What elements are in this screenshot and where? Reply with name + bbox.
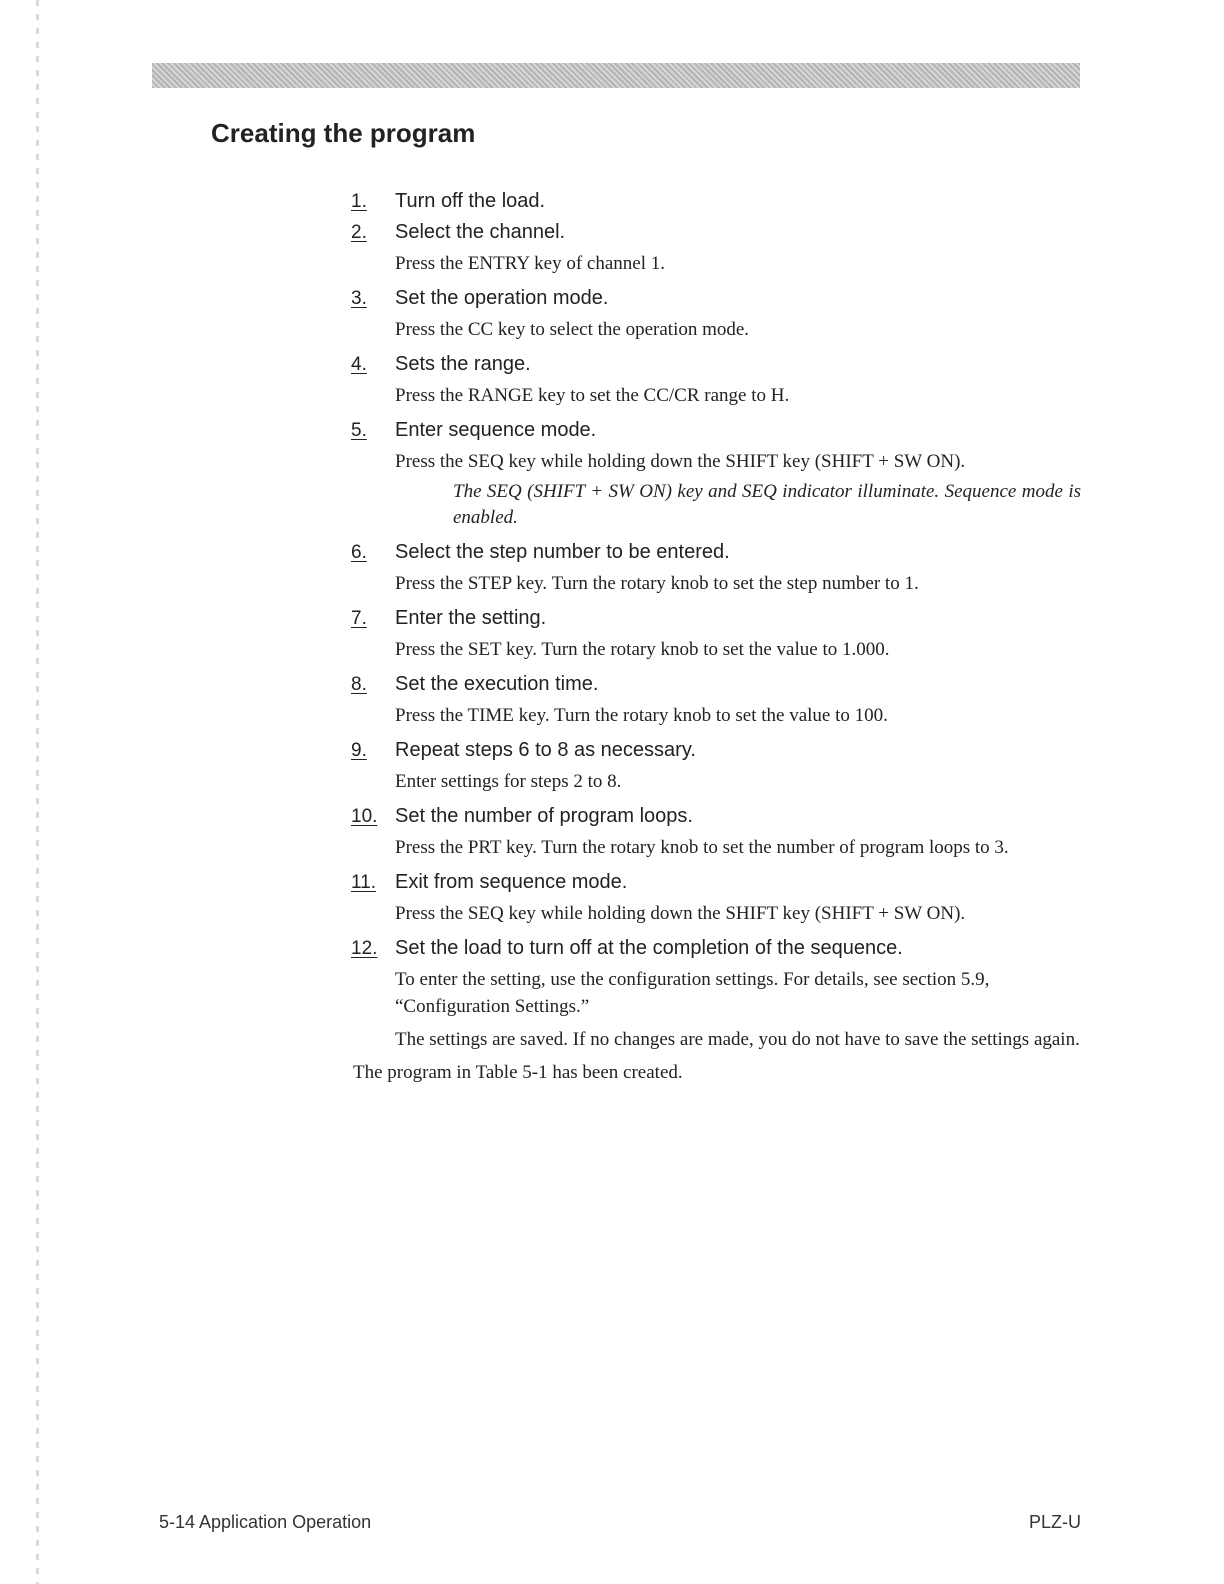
step-description: Press the SEQ key while holding down the SHIFT key (SHIFT + SW ON). (395, 451, 966, 472)
footer-page-label: 5-14 Application Operation (159, 1512, 372, 1532)
step-description: The settings are saved. If no changes are made, you do not have to save the settings again. (395, 1029, 1080, 1050)
step-description: Press the ENTRY key of channel 1. (395, 253, 665, 274)
step-description: Press the CC key to select the operation mode. (395, 319, 750, 340)
step-title: Enter the setting. (395, 607, 547, 629)
step-title: Repeat steps 6 to 8 as necessary. (395, 739, 696, 761)
step-heading (351, 283, 1081, 314)
step-number: 3. (351, 288, 367, 309)
step-heading (351, 537, 1081, 568)
step-item (351, 283, 1081, 343)
step-heading (351, 349, 1081, 380)
closing-text: The program in Table 5-1 has been created. (353, 1062, 683, 1083)
step-item (351, 735, 1081, 795)
step-item (351, 603, 1081, 663)
step-title: Set the number of program loops. (395, 805, 693, 827)
step-item (351, 669, 1081, 729)
step-note: The SEQ (SHIFT + SW ON) key and SEQ indicator illuminate. Sequence mode is enabled. (453, 481, 1081, 528)
step-description: To enter the setting, use the configuration settings. For details, see section 5.9, “Configuration Settings.” (395, 969, 990, 1017)
step-heading (351, 186, 1081, 217)
footer-product-label: PLZ-U (1028, 1512, 1081, 1532)
step-number: 1. (351, 191, 367, 212)
step-item (351, 867, 1081, 927)
step-number: 9. (351, 740, 367, 761)
step-number: 12. (351, 938, 378, 959)
scan-edge (36, 0, 39, 1584)
step-title: Sets the range. (395, 353, 531, 375)
steps-list (351, 186, 1081, 1086)
step-heading (351, 735, 1081, 766)
step-description: Press the SET key. Turn the rotary knob to set the value to 1.000. (395, 639, 890, 660)
step-title: Select the channel. (395, 221, 566, 243)
step-item (351, 537, 1081, 597)
step-item (351, 933, 1081, 1053)
step-heading (351, 933, 1081, 964)
step-item (351, 186, 1081, 217)
step-item (351, 349, 1081, 409)
step-description: Press the TIME key. Turn the rotary knob to set the value to 100. (395, 705, 888, 726)
step-number: 11. (351, 872, 377, 893)
step-item (351, 801, 1081, 861)
step-number: 4. (351, 354, 367, 375)
step-title: Select the step number to be entered. (395, 541, 730, 563)
step-description: Press the RANGE key to set the CC/CR range to H. (395, 385, 790, 406)
step-number: 2. (351, 222, 367, 243)
step-item (351, 217, 1081, 277)
step-heading (351, 801, 1081, 832)
step-heading (351, 669, 1081, 700)
step-number: 8. (351, 674, 367, 695)
step-number: 7. (351, 608, 367, 629)
step-description: Press the STEP key. Turn the rotary knob to set the step number to 1. (395, 573, 919, 594)
step-title: Set the load to turn off at the completion of the sequence. (395, 937, 903, 959)
step-description: Press the SEQ key while holding down the SHIFT key (SHIFT + SW ON). (395, 903, 966, 924)
step-title: Exit from sequence mode. (395, 871, 628, 893)
step-description: Press the PRT key. Turn the rotary knob to set the number of program loops to 3. (395, 837, 1009, 858)
step-number: 10. (351, 806, 378, 827)
step-item (351, 415, 1081, 531)
header-bar (152, 63, 1080, 88)
step-heading (351, 603, 1081, 634)
step-number: 5. (351, 420, 367, 441)
section-title: Creating the program (211, 118, 476, 148)
step-heading (351, 867, 1081, 898)
step-title: Set the operation mode. (395, 287, 609, 309)
step-heading (351, 217, 1081, 248)
step-title: Turn off the load. (395, 190, 546, 212)
step-title: Enter sequence mode. (395, 419, 597, 441)
step-title: Set the execution time. (395, 673, 599, 695)
step-description: Enter settings for steps 2 to 8. (395, 771, 622, 792)
step-heading (351, 415, 1081, 446)
step-number: 6. (351, 542, 367, 563)
